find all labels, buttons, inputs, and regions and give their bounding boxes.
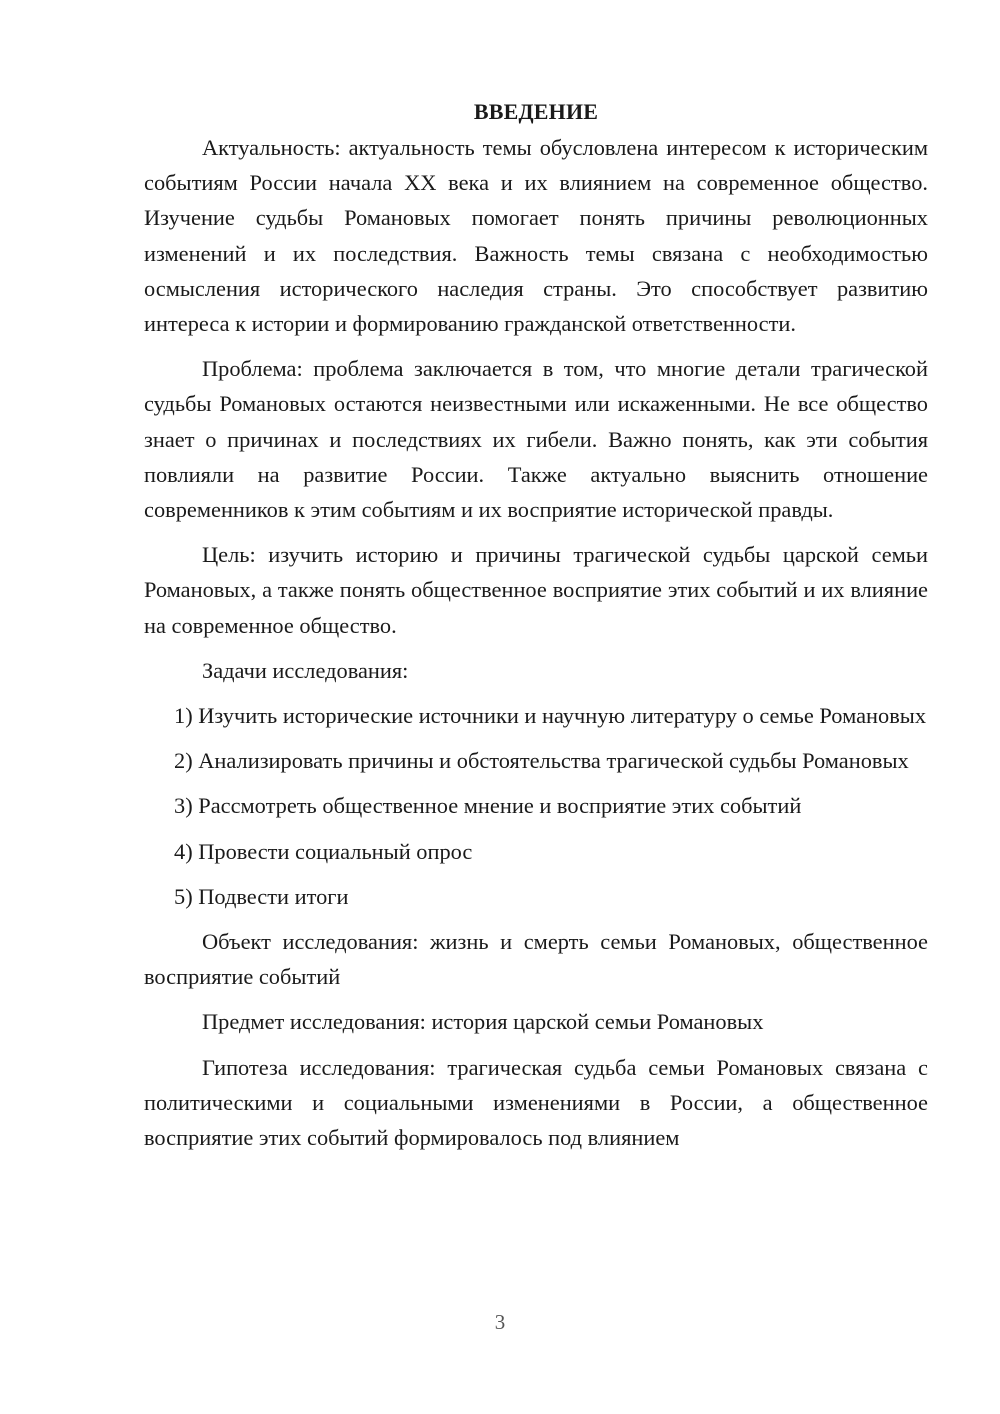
list-item: 2) Анализировать причины и обстоятельства трагической судьбы Романовых bbox=[174, 748, 909, 774]
list-item: 1) Изучить исторические источники и научную литературу о семье Романовых bbox=[174, 703, 927, 729]
tasks-heading: Задачи исследования: bbox=[202, 657, 409, 683]
section-heading: ВВЕДЕНИЕ bbox=[473, 99, 599, 124]
problem-paragraph: Проблема: проблема заключается в том, что многие детали трагической судьбы Романовых остаются неизвестными или искаженными. Не все общество знает о причинах и последствиях их гибели. Важно понять, как эти события повлияли на развитие России. Также актуально выяснить отношение современников к этим событиям и их восприятие исторической правды. bbox=[144, 356, 928, 523]
page-body bbox=[144, 94, 928, 1155]
tasks-list bbox=[144, 698, 928, 914]
hypothesis-paragraph: Гипотеза исследования: трагическая судьба семьи Романовых связана с политическими и социальными изменениями в России, а общественное восприятие этих событий формировалось под влиянием bbox=[144, 1054, 928, 1151]
list-item: 3) Рассмотреть общественное мнение и восприятие этих событий bbox=[174, 793, 802, 819]
list-item: 4) Провести социальный опрос bbox=[174, 838, 473, 864]
object-paragraph: Объект исследования: жизнь и смерть семьи Романовых, общественное восприятие событий bbox=[144, 929, 928, 990]
subject-paragraph: Предмет исследования: история царской семьи Романовых bbox=[202, 1009, 764, 1035]
goal-paragraph: Цель: изучить историю и причины трагической судьбы царской семьи Романовых, а также понять общественное восприятие этих событий и их влияние на современное общество. bbox=[144, 542, 928, 638]
list-item: 5) Подвести итоги bbox=[174, 883, 349, 909]
page-number: 3 bbox=[494, 1310, 506, 1334]
relevance-paragraph: Актуальность: актуальность темы обусловлена интересом к историческим событиям России начала XX века и их влиянием на современное общество. Изучение судьбы Романовых помогает понять причины революционных изменений и их последствия. Важность темы связана с необходимостью осмысления исторического наследия страны. Это способствует развитию интереса к истории и формированию гражданской ответственности. bbox=[144, 135, 928, 337]
